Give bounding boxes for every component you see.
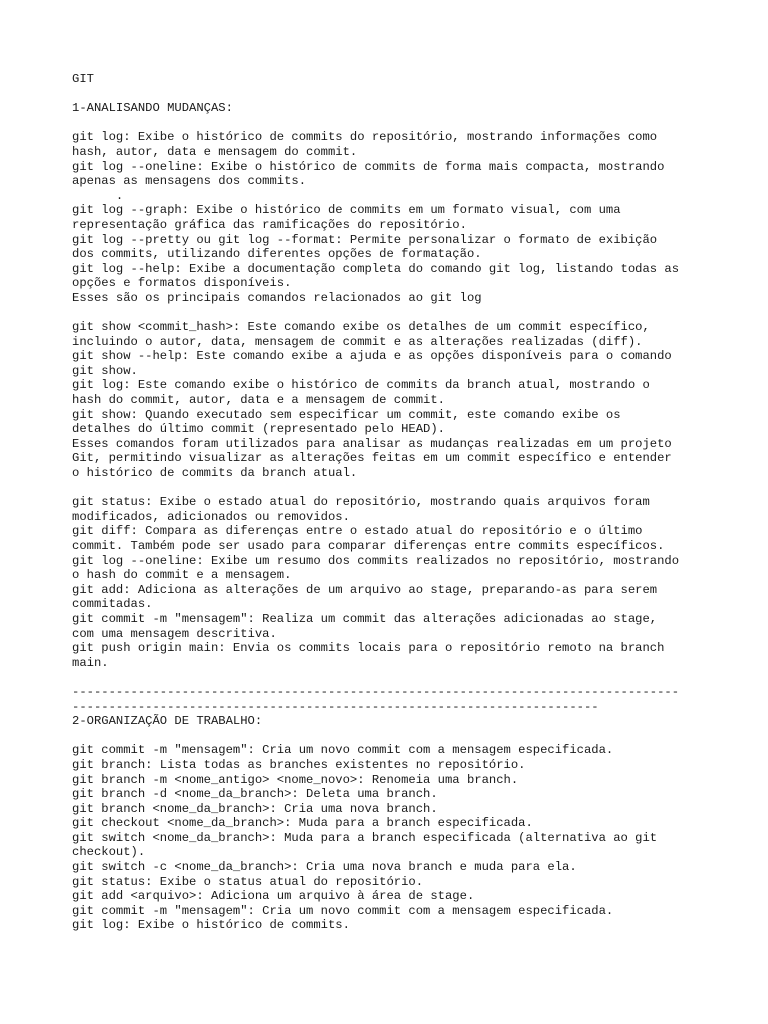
text-line: git commit -m "mensagem": Realiza um commit das alterações adicionadas ao stage,: [72, 611, 658, 626]
text-line: dos commits, utilizando diferentes opções de formatação.: [72, 247, 482, 262]
section1-block3: [72, 495, 712, 670]
text-line: modificados, adicionados ou removidos.: [72, 509, 350, 524]
text-line: hash do commit, autor, data e a mensagem de commit.: [72, 393, 445, 408]
blank-line: [72, 306, 712, 321]
document-title: GIT: [72, 72, 94, 86]
text-line: ------------------------------------------------------------------------: [72, 699, 599, 714]
text-line: -----------------------------------------------------------------------------------: [72, 684, 680, 699]
text-line: git show: Quando executado sem especificar um commit, este comando exibe os: [72, 407, 621, 422]
text-line: git show --help: Este comando exibe a ajuda e as opções disponíveis para o comando: [72, 349, 672, 364]
section1-block1: [72, 130, 712, 305]
text-line: git commit -m "mensagem": Cria um novo commit com a mensagem especificada.: [72, 903, 614, 918]
text-line: git branch -m <nome_antigo> <nome_novo>: Renomeia uma branch.: [72, 772, 519, 787]
text-line: git log --help: Exibe a documentação completa do comando git log, listando todas as: [72, 261, 680, 276]
text-line: git log --oneline: Exibe o histórico de commits de forma mais compacta, mostrando: [72, 159, 665, 174]
text-line: detalhes do último commit (representado pelo HEAD).: [72, 422, 445, 437]
text-line: git status: Exibe o status atual do repositório.: [72, 874, 424, 889]
section1-block2: [72, 320, 712, 481]
text-line: Esses são os principais comandos relacionados ao git log: [72, 290, 482, 305]
text-line: incluindo o autor, data, mensagem de commit e as alterações realizadas (diff).: [72, 334, 643, 349]
text-line: checkout).: [72, 845, 146, 860]
text-line: git log --graph: Exibe o histórico de commits em um formato visual, com uma: [72, 203, 621, 218]
blank-line: [72, 670, 712, 685]
text-line: hash, autor, data e mensagem do commit.: [72, 144, 358, 159]
text-line: git log --pretty ou git log --format: Permite personalizar o formato de exibição: [72, 232, 658, 247]
text-line: .: [72, 188, 124, 203]
text-line: commit. Também pode ser usado para comparar diferenças entre commits específicos.: [72, 539, 665, 553]
text-line: git show <commit_hash>: Este comando exibe os detalhes de um commit específico,: [72, 320, 650, 335]
section-heading-analisando: 1-ANALISANDO MUDANÇAS:: [72, 101, 233, 116]
text-line: git status: Exibe o estado atual do repositório, mostrando quais arquivos foram: [72, 495, 650, 510]
text-line: git log: Este comando exibe o histórico de commits da branch atual, mostrando o: [72, 378, 650, 393]
text-line: main.: [72, 655, 109, 670]
separator-rule: [72, 685, 712, 714]
text-line: representação gráfica das ramificações do repositório.: [72, 217, 467, 232]
text-line: git add <arquivo>: Adiciona um arquivo à área de stage.: [72, 889, 475, 904]
text-line: apenas as mensagens dos commits.: [72, 174, 307, 189]
text-line: git branch -d <nome_da_branch>: Deleta uma branch.: [72, 787, 438, 802]
text-line: git commit -m "mensagem": Cria um novo commit com a mensagem especificada.: [72, 743, 614, 758]
document-page: [72, 72, 712, 933]
text-line: commitadas.: [72, 597, 153, 612]
text-line: com uma mensagem descritiva.: [72, 626, 277, 641]
text-line: git checkout <nome_da_branch>: Muda para a branch especificada.: [72, 816, 533, 831]
blank-line: [72, 729, 712, 744]
text-line: git branch <nome_da_branch>: Cria uma nova branch.: [72, 801, 438, 816]
text-line: git switch -c <nome_da_branch>: Cria uma nova branch e muda para ela.: [72, 860, 577, 875]
blank-line: [72, 87, 712, 102]
text-line: git show.: [72, 363, 138, 378]
blank-line: [72, 116, 712, 131]
text-line: opções e formatos disponíveis.: [72, 276, 292, 291]
text-line: git diff: Compara as diferenças entre o estado atual do repositório e o último: [72, 524, 643, 539]
text-line: o histórico de commits da branch atual.: [72, 466, 358, 481]
text-line: o hash do commit e a mensagem.: [72, 568, 292, 583]
section-heading-organizacao: 2-ORGANIZAÇÃO DE TRABALHO:: [72, 714, 263, 729]
text-line: git add: Adiciona as alterações de um arquivo ao stage, preparando-as para serem: [72, 582, 658, 597]
text-line: git log: Exibe o histórico de commits do repositório, mostrando informações como: [72, 130, 658, 145]
text-line: git log --oneline: Exibe um resumo dos commits realizados no repositório, mostrando: [72, 553, 680, 568]
section2-block1: [72, 743, 712, 933]
text-line: git log: Exibe o histórico de commits.: [72, 918, 350, 933]
text-line: Git, permitindo visualizar as alterações feitas em um commit específico e entender: [72, 451, 672, 466]
blank-line: [72, 481, 712, 496]
text-line: Esses comandos foram utilizados para analisar as mudanças realizadas em um projeto: [72, 436, 672, 451]
text-line: git switch <nome_da_branch>: Muda para a branch especificada (alternativa ao git: [72, 830, 658, 845]
text-line: git push origin main: Envia os commits locais para o repositório remoto na branch: [72, 641, 665, 656]
text-line: git branch: Lista todas as branches existentes no repositório.: [72, 757, 526, 772]
